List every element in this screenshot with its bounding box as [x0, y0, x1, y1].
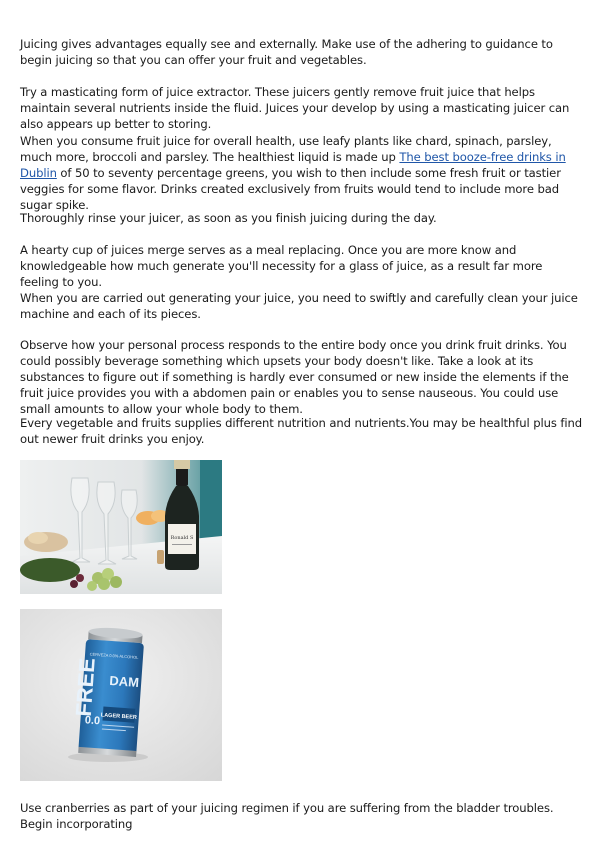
can-small-text: CERVEZA 0.0% ALCOHOL: [89, 651, 139, 660]
paragraph-text-after-link: of 50 to seventy percentage greens, you wish to then include some fresh fruit or tastier veggies for some flavor. Drinks created exclusively from fruits would tend to include more bad sugar spike.: [20, 166, 561, 212]
can-brand-free: FREE: [70, 657, 100, 718]
paragraph-cranberries: Use cranberries as part of your juicing regimen if you are suffering from the bladder troubles. Begin incorporating: [20, 801, 554, 831]
dublin-drinks-link[interactable]: The best booze-free drinks in Dublin: [20, 150, 566, 180]
paragraph-text-before-link: When you consume fruit juice for overall health, use leafy plants like chard, spinach, parsley, much more, broccoli and parsley. The healthiest liquid is made up: [20, 134, 552, 164]
wine-photo: [20, 460, 222, 594]
beer-can-photo: [20, 609, 222, 781]
paragraph-intro: Juicing gives advantages equally see and externally. Make use of the adhering to guidance to begin juicing so that you can offer your fruit and vegetables.: [20, 37, 553, 67]
paragraph-masticating: Try a masticating form of juice extractor. These juicers gently remove fruit juice that helps maintain several nutrients inside the fluid. Juices your develop by using a masticating juicer can also appears up better to storing.: [20, 85, 570, 131]
paragraph-meal-replacing: A hearty cup of juices merge serves as a meal replacing. Once you are more know and knowledgeable how much generate you'll necessity for a glass of juice, as a result far more feeling to you.: [20, 243, 543, 289]
beer-can-illustration: [20, 609, 222, 781]
paragraph-clean: When you are carried out generating your juice, you need to swiftly and carefully clean your juice machine and each of its pieces.: [20, 291, 578, 321]
can-brand-dam: DAM: [108, 672, 140, 690]
paragraph-nutrition: Every vegetable and fruits supplies different nutrition and nutrients.You may be healthful plus find out newer fruit drinks you enjoy.: [20, 416, 582, 446]
can-lager-label: LAGER BEER: [100, 712, 137, 721]
paragraph-observe: Observe how your personal process responds to the entire body once you drink fruit drinks. You could possibly beverage something which upsets your body doesn't like. Take a look at its substances to figure out if something is hardly ever consumed or new inside the elements if the fruit juice provides you with a abdomen pain or enables you to sense nauseous. You could use small amounts to allow your whole body to them.: [20, 338, 569, 416]
bottle-label: Ronald S: [170, 535, 194, 541]
wine-bottle-illustration: [20, 460, 222, 594]
can-zero-label: 0.0: [84, 714, 101, 728]
paragraph-leafy-greens: [20, 133, 582, 213]
paragraph-rinse: Thoroughly rinse your juicer, as soon as you finish juicing during the day.: [20, 211, 437, 225]
